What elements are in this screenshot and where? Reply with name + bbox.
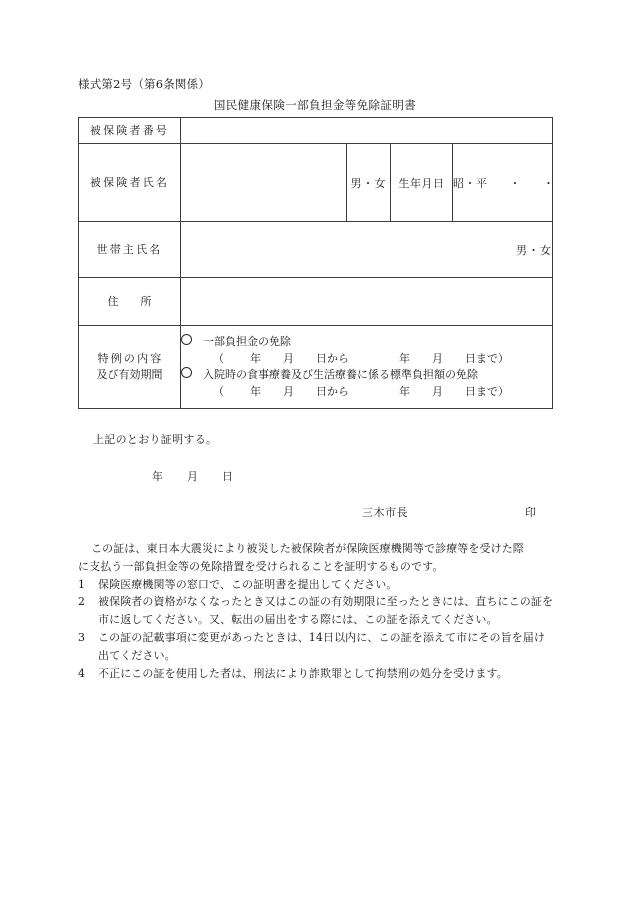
- insured-name-field[interactable]: [181, 144, 347, 222]
- note-number-4: 4: [78, 666, 86, 680]
- open-paren: （: [213, 384, 224, 398]
- insured-number-field[interactable]: [181, 118, 553, 144]
- special-option-1-period[interactable]: [181, 351, 552, 368]
- note-item-2: [78, 593, 554, 629]
- birthdate-dot-2: ・: [543, 176, 555, 190]
- period-month-from: 月: [283, 384, 294, 398]
- table-row-householder: [79, 222, 553, 278]
- period-month-to: 月: [432, 384, 443, 398]
- notes-intro-line2: に支払う一部負担金等の免除措置を受けられることを証明するものです。: [78, 559, 444, 573]
- period-day-from: 日から: [316, 351, 349, 365]
- householder-sex-options[interactable]: 男・女: [181, 222, 553, 278]
- period-year-to: 年: [399, 384, 410, 398]
- note-text-2: 被保険者の資格がなくなったとき又はこの証の有効期限に至ったときには、直ちにこの証を市に返してください。又、転出の届出をする際には、この証を添えてください。: [98, 595, 554, 627]
- special-option-2[interactable]: [181, 367, 552, 384]
- insured-name-label: 被保険者氏名: [79, 144, 181, 222]
- date-month-label: 月: [187, 470, 198, 483]
- period-month-to: 月: [432, 351, 443, 365]
- special-provisions-label-line2: 及び有効期間: [96, 368, 163, 381]
- date-day-label: 日: [222, 470, 233, 483]
- issuer-name: 三木市長: [362, 506, 408, 519]
- note-item-1: [78, 576, 554, 594]
- seal-mark: 印: [525, 506, 536, 519]
- certification-date[interactable]: [152, 468, 233, 484]
- note-text-3: この証の記載事項に変更があったときは、14日以内に、この証を添えて市にその旨を届け出てください。: [98, 631, 545, 662]
- period-month-from: 月: [283, 351, 294, 365]
- special-provisions-label: [79, 326, 181, 409]
- notes-intro-line1: この証は、東日本大震災により被災した被保険者が保険医療機関等で診療等を受けた際: [91, 542, 524, 555]
- table-row-address: [79, 278, 553, 326]
- address-label: 住 所: [79, 278, 181, 326]
- note-item-4: [78, 665, 554, 683]
- note-number-3: 3: [78, 631, 86, 645]
- era-options[interactable]: 昭・平: [453, 176, 488, 190]
- note-number-1: 1: [78, 577, 86, 591]
- open-paren: （: [213, 351, 224, 365]
- table-row-insured-name: [79, 144, 553, 222]
- period-day-to: 日まで）: [465, 384, 509, 398]
- date-year-label: 年: [152, 470, 163, 483]
- special-provisions-label-line1: 特例の内容: [97, 352, 164, 366]
- note-text-4: 不正にこの証を使用した者は、刑法により詐欺罪として拘禁刑の処分を受けます。: [98, 666, 508, 680]
- period-day-to: 日まで）: [465, 351, 509, 365]
- certification-statement: 上記のとおり証明する。: [93, 433, 218, 446]
- insured-number-label: 被保険者番号: [79, 118, 181, 144]
- special-option-2-period[interactable]: [181, 384, 552, 401]
- note-item-3: [78, 629, 554, 665]
- householder-label: 世帯主氏名: [79, 222, 181, 278]
- certificate-table: [78, 117, 553, 409]
- form-number: 様式第2号（第6条関係）: [78, 77, 211, 91]
- birthdate-field[interactable]: [453, 144, 553, 222]
- table-row-special-provisions: [79, 326, 553, 409]
- special-option-2-label: 入院時の食事療養及び生活療養に係る標準負担額の免除: [203, 368, 478, 381]
- document-title: 国民健康保険一部負担金等免除証明書: [213, 98, 417, 112]
- period-year-from: 年: [250, 384, 261, 398]
- birthdate-label: 生年月日: [391, 144, 453, 222]
- period-year-to: 年: [399, 351, 410, 365]
- birthdate-dot-1: ・: [509, 176, 521, 190]
- circle-icon[interactable]: [181, 334, 192, 345]
- period-day-from: 日から: [316, 384, 349, 398]
- special-provisions-body: [181, 326, 553, 409]
- notes-section: [78, 540, 554, 683]
- address-field[interactable]: [181, 278, 553, 326]
- special-option-1[interactable]: [181, 334, 552, 351]
- special-option-1-label: 一部負担金の免除: [203, 335, 291, 348]
- note-text-1: 保険医療機関等の窓口で、この証明書を提出してください。: [98, 577, 398, 591]
- insured-sex-options[interactable]: 男・女: [347, 144, 391, 222]
- period-year-from: 年: [250, 351, 261, 365]
- circle-icon[interactable]: [181, 367, 192, 378]
- table-row-insured-number: [79, 118, 553, 144]
- note-number-2: 2: [78, 595, 86, 609]
